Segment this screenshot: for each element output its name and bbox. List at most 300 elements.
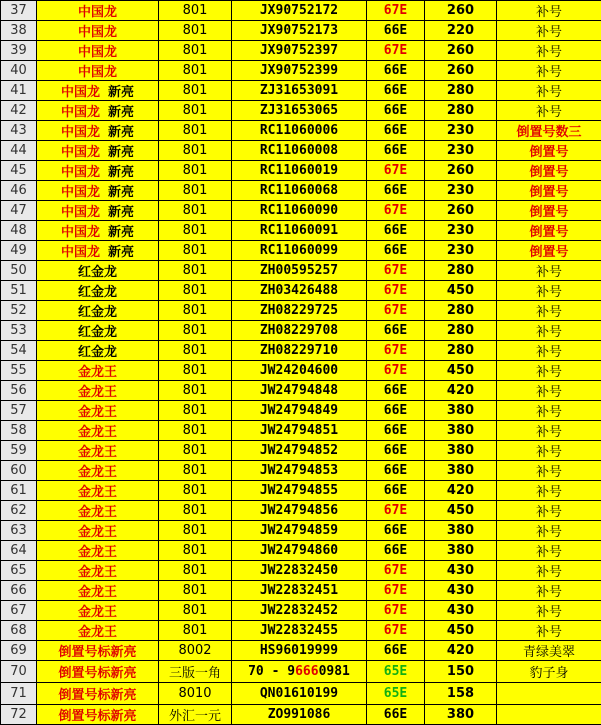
row-number[interactable]: 42: [1, 101, 37, 121]
note-cell[interactable]: [497, 705, 601, 725]
brand-cell[interactable]: [37, 581, 159, 601]
note-cell[interactable]: 补号: [497, 461, 601, 481]
type-cell[interactable]: 65E: [367, 683, 425, 705]
brand-cell[interactable]: [37, 181, 159, 201]
price-cell[interactable]: 280: [425, 341, 497, 361]
type-cell[interactable]: 66E: [367, 461, 425, 481]
serial-part: 70 - 9: [248, 664, 295, 679]
serial-part: 0981: [319, 664, 350, 679]
price-cell[interactable]: 450: [425, 621, 497, 641]
brand-cell[interactable]: [37, 121, 159, 141]
brand-cell[interactable]: [37, 481, 159, 501]
table-row: [1, 341, 601, 361]
table-row: [1, 461, 601, 481]
type-cell[interactable]: 66E: [367, 705, 425, 725]
price-cell[interactable]: 260: [425, 201, 497, 221]
serial-cell[interactable]: RC11060068: [232, 181, 367, 201]
row-number[interactable]: 67: [1, 601, 37, 621]
brand-name: 金龙王: [78, 625, 117, 640]
type-cell[interactable]: 67E: [367, 41, 425, 61]
type-cell[interactable]: 67E: [367, 161, 425, 181]
row-number[interactable]: 54: [1, 341, 37, 361]
type-cell[interactable]: 66E: [367, 381, 425, 401]
type-cell[interactable]: 67E: [367, 1, 425, 21]
serial-cell[interactable]: QN01610199: [232, 683, 367, 705]
serial-cell[interactable]: JX90752399: [232, 61, 367, 81]
code-cell[interactable]: 801: [159, 361, 232, 381]
note-cell[interactable]: 补号: [497, 101, 601, 121]
type-cell[interactable]: 67E: [367, 281, 425, 301]
price-cell[interactable]: 280: [425, 261, 497, 281]
note-cell[interactable]: 补号: [497, 481, 601, 501]
serial-cell[interactable]: JW24794848: [232, 381, 367, 401]
brand-name: 金龙王: [78, 445, 117, 460]
brand-cell[interactable]: [37, 501, 159, 521]
table-row: [1, 581, 601, 601]
type-cell[interactable]: 66E: [367, 441, 425, 461]
type-cell[interactable]: 66E: [367, 81, 425, 101]
row-number[interactable]: 68: [1, 621, 37, 641]
brand-name: 中国龙: [61, 245, 100, 260]
brand-name: 金龙王: [78, 405, 117, 420]
code-cell[interactable]: 801: [159, 421, 232, 441]
serial-cell[interactable]: ZJ31653091: [232, 81, 367, 101]
serial-cell[interactable]: JW24794849: [232, 401, 367, 421]
table-row: [1, 301, 601, 321]
note-cell[interactable]: 补号: [497, 61, 601, 81]
serial-cell[interactable]: JW24794860: [232, 541, 367, 561]
serial-cell[interactable]: JX90752173: [232, 21, 367, 41]
serial-cell[interactable]: JW22832452: [232, 601, 367, 621]
row-number[interactable]: 50: [1, 261, 37, 281]
code-cell[interactable]: 801: [159, 621, 232, 641]
note-cell[interactable]: 补号: [497, 561, 601, 581]
row-number[interactable]: 70: [1, 661, 37, 683]
serial-cell[interactable]: ZJ31653065: [232, 101, 367, 121]
note-cell[interactable]: 补号: [497, 361, 601, 381]
price-cell[interactable]: 420: [425, 481, 497, 501]
price-cell[interactable]: 230: [425, 181, 497, 201]
note-cell[interactable]: 补号: [497, 1, 601, 21]
brand-name: 中国龙: [61, 105, 100, 120]
brand-name: 金龙王: [78, 505, 117, 520]
row-number[interactable]: 56: [1, 381, 37, 401]
code-cell[interactable]: 801: [159, 201, 232, 221]
table-row: [1, 441, 601, 461]
table-row: [1, 521, 601, 541]
brand-name: 金龙王: [78, 425, 117, 440]
type-cell[interactable]: 66E: [367, 241, 425, 261]
price-cell[interactable]: 380: [425, 421, 497, 441]
row-number[interactable]: 66: [1, 581, 37, 601]
type-cell[interactable]: 67E: [367, 201, 425, 221]
code-cell[interactable]: 801: [159, 161, 232, 181]
type-cell[interactable]: 66E: [367, 21, 425, 41]
brand-name: 金龙王: [78, 485, 117, 500]
serial-cell[interactable]: JW24794853: [232, 461, 367, 481]
brand-cell[interactable]: [37, 141, 159, 161]
type-cell[interactable]: 66E: [367, 321, 425, 341]
brand-cell[interactable]: [37, 21, 159, 41]
brand-cell[interactable]: [37, 81, 159, 101]
note-cell[interactable]: 补号: [497, 381, 601, 401]
code-cell[interactable]: 801: [159, 61, 232, 81]
serial-cell[interactable]: RC11060006: [232, 121, 367, 141]
note-cell[interactable]: 倒置号: [497, 201, 601, 221]
code-cell[interactable]: 801: [159, 241, 232, 261]
serial-highlight: 666: [295, 664, 318, 679]
note-cell[interactable]: 豹子身: [497, 661, 601, 683]
serial-cell[interactable]: HS96019999: [232, 641, 367, 661]
note-cell[interactable]: 补号: [497, 601, 601, 621]
code-cell[interactable]: 801: [159, 461, 232, 481]
note-cell[interactable]: 补号: [497, 81, 601, 101]
row-number[interactable]: 39: [1, 41, 37, 61]
code-cell[interactable]: 801: [159, 341, 232, 361]
code-cell[interactable]: 801: [159, 321, 232, 341]
code-cell[interactable]: 801: [159, 601, 232, 621]
row-number[interactable]: 53: [1, 321, 37, 341]
row-number[interactable]: 61: [1, 481, 37, 501]
brand-name: 倒置号标新亮: [58, 688, 136, 703]
serial-cell[interactable]: ZH00595257: [232, 261, 367, 281]
brand-suffix: 新亮: [108, 85, 134, 100]
price-cell[interactable]: 450: [425, 361, 497, 381]
row-number[interactable]: 62: [1, 501, 37, 521]
type-cell[interactable]: 67E: [367, 341, 425, 361]
brand-name: 中国龙: [78, 65, 117, 80]
type-cell[interactable]: 67E: [367, 501, 425, 521]
note-cell[interactable]: 补号: [497, 41, 601, 61]
code-cell[interactable]: 8010: [159, 683, 232, 705]
brand-name: 金龙王: [78, 585, 117, 600]
table-row: [1, 1, 601, 21]
code-cell[interactable]: 外汇一元: [159, 705, 232, 725]
brand-cell[interactable]: [37, 641, 159, 661]
brand-name: 红金龙: [78, 345, 117, 360]
serial-cell[interactable]: JW24794855: [232, 481, 367, 501]
brand-cell[interactable]: [37, 321, 159, 341]
price-cell[interactable]: 230: [425, 241, 497, 261]
brand-cell[interactable]: [37, 261, 159, 281]
price-cell[interactable]: 380: [425, 401, 497, 421]
code-cell[interactable]: 801: [159, 501, 232, 521]
type-cell[interactable]: 66E: [367, 421, 425, 441]
row-number[interactable]: 51: [1, 281, 37, 301]
serial-cell[interactable]: RC11060099: [232, 241, 367, 261]
brand-cell[interactable]: [37, 661, 159, 683]
brand-cell[interactable]: [37, 221, 159, 241]
note-cell[interactable]: 补号: [497, 261, 601, 281]
type-cell[interactable]: 66E: [367, 481, 425, 501]
code-cell[interactable]: 801: [159, 541, 232, 561]
code-cell[interactable]: 8002: [159, 641, 232, 661]
table-row: [1, 81, 601, 101]
brand-cell[interactable]: [37, 705, 159, 725]
brand-suffix: 新亮: [108, 125, 134, 140]
type-cell[interactable]: 67E: [367, 361, 425, 381]
price-cell[interactable]: 230: [425, 121, 497, 141]
row-number[interactable]: 58: [1, 421, 37, 441]
brand-cell[interactable]: [37, 361, 159, 381]
code-cell[interactable]: 801: [159, 101, 232, 121]
table-row: [1, 161, 601, 181]
price-cell[interactable]: 420: [425, 641, 497, 661]
note-cell[interactable]: 倒置号: [497, 221, 601, 241]
row-number[interactable]: 52: [1, 301, 37, 321]
brand-name: 金龙王: [78, 465, 117, 480]
code-cell[interactable]: 三版一角: [159, 661, 232, 683]
table-row: [1, 221, 601, 241]
brand-name: 金龙王: [78, 365, 117, 380]
brand-name: 中国龙: [61, 185, 100, 200]
serial-cell[interactable]: JW24794851: [232, 421, 367, 441]
serial-cell[interactable]: ZH08229725: [232, 301, 367, 321]
brand-name: 中国龙: [61, 85, 100, 100]
note-cell[interactable]: 倒置号: [497, 141, 601, 161]
brand-name: 金龙王: [78, 565, 117, 580]
brand-cell[interactable]: [37, 301, 159, 321]
code-cell[interactable]: 801: [159, 121, 232, 141]
code-cell[interactable]: 801: [159, 521, 232, 541]
row-number[interactable]: 65: [1, 561, 37, 581]
note-cell[interactable]: 青绿美翠: [497, 641, 601, 661]
note-cell[interactable]: 补号: [497, 281, 601, 301]
row-number[interactable]: 46: [1, 181, 37, 201]
brand-cell[interactable]: [37, 101, 159, 121]
code-cell[interactable]: 801: [159, 381, 232, 401]
table-row: [1, 21, 601, 41]
type-cell[interactable]: 67E: [367, 621, 425, 641]
brand-suffix: 新亮: [108, 165, 134, 180]
brand-cell[interactable]: [37, 161, 159, 181]
table-row: [1, 705, 601, 725]
type-cell[interactable]: 66E: [367, 101, 425, 121]
price-cell[interactable]: 380: [425, 541, 497, 561]
price-cell[interactable]: 260: [425, 41, 497, 61]
price-cell[interactable]: 380: [425, 521, 497, 541]
brand-cell[interactable]: [37, 461, 159, 481]
code-cell[interactable]: 801: [159, 41, 232, 61]
row-number[interactable]: 57: [1, 401, 37, 421]
note-cell[interactable]: 补号: [497, 541, 601, 561]
serial-cell[interactable]: JW22832450: [232, 561, 367, 581]
code-cell[interactable]: 801: [159, 181, 232, 201]
serial-cell[interactable]: ZO991086: [232, 705, 367, 725]
note-cell[interactable]: 倒置号: [497, 241, 601, 261]
price-cell[interactable]: 430: [425, 601, 497, 621]
code-cell[interactable]: 801: [159, 581, 232, 601]
note-cell[interactable]: 补号: [497, 341, 601, 361]
serial-cell[interactable]: JW24794859: [232, 521, 367, 541]
code-cell[interactable]: 801: [159, 21, 232, 41]
code-cell[interactable]: 801: [159, 261, 232, 281]
serial-cell[interactable]: JW22832455: [232, 621, 367, 641]
type-cell[interactable]: 67E: [367, 301, 425, 321]
price-cell[interactable]: 430: [425, 561, 497, 581]
price-cell[interactable]: 230: [425, 141, 497, 161]
code-cell[interactable]: 801: [159, 281, 232, 301]
serial-cell[interactable]: [232, 661, 367, 683]
row-number[interactable]: 37: [1, 1, 37, 21]
code-cell[interactable]: 801: [159, 1, 232, 21]
price-cell[interactable]: 380: [425, 441, 497, 461]
type-cell[interactable]: 67E: [367, 601, 425, 621]
brand-name: 中国龙: [61, 125, 100, 140]
price-cell[interactable]: 280: [425, 81, 497, 101]
brand-cell[interactable]: [37, 401, 159, 421]
type-cell[interactable]: 66E: [367, 121, 425, 141]
code-cell[interactable]: 801: [159, 561, 232, 581]
brand-cell[interactable]: [37, 61, 159, 81]
brand-suffix: 新亮: [108, 225, 134, 240]
code-cell[interactable]: 801: [159, 301, 232, 321]
price-cell[interactable]: 220: [425, 21, 497, 41]
serial-cell[interactable]: JW22832451: [232, 581, 367, 601]
serial-cell[interactable]: RC11060019: [232, 161, 367, 181]
note-cell[interactable]: 补号: [497, 441, 601, 461]
brand-name: 中国龙: [61, 225, 100, 240]
price-cell[interactable]: 260: [425, 161, 497, 181]
brand-cell[interactable]: [37, 421, 159, 441]
price-cell[interactable]: 430: [425, 581, 497, 601]
table-row: [1, 561, 601, 581]
brand-cell[interactable]: [37, 441, 159, 461]
price-cell[interactable]: 158: [425, 683, 497, 705]
table-row: [1, 101, 601, 121]
row-number[interactable]: 41: [1, 81, 37, 101]
brand-cell[interactable]: [37, 1, 159, 21]
serial-cell[interactable]: RC11060008: [232, 141, 367, 161]
price-cell[interactable]: 280: [425, 301, 497, 321]
note-cell[interactable]: 补号: [497, 521, 601, 541]
brand-cell[interactable]: [37, 241, 159, 261]
type-cell[interactable]: 65E: [367, 661, 425, 683]
price-cell[interactable]: 280: [425, 321, 497, 341]
type-cell[interactable]: 66E: [367, 141, 425, 161]
price-cell[interactable]: 280: [425, 101, 497, 121]
type-cell[interactable]: 66E: [367, 521, 425, 541]
serial-cell[interactable]: ZH08229710: [232, 341, 367, 361]
price-cell[interactable]: 230: [425, 221, 497, 241]
note-cell[interactable]: 补号: [497, 401, 601, 421]
type-cell[interactable]: 66E: [367, 181, 425, 201]
serial-cell[interactable]: JX90752172: [232, 1, 367, 21]
price-cell[interactable]: 260: [425, 61, 497, 81]
serial-cell[interactable]: ZH08229708: [232, 321, 367, 341]
type-cell[interactable]: 66E: [367, 61, 425, 81]
brand-name: 倒置号标新亮: [58, 645, 136, 660]
price-cell[interactable]: 420: [425, 381, 497, 401]
brand-name: 金龙王: [78, 545, 117, 560]
serial-cell[interactable]: RC11060090: [232, 201, 367, 221]
price-cell[interactable]: 450: [425, 501, 497, 521]
brand-cell[interactable]: [37, 601, 159, 621]
brand-cell[interactable]: [37, 281, 159, 301]
row-number[interactable]: 40: [1, 61, 37, 81]
price-cell[interactable]: 150: [425, 661, 497, 683]
brand-cell[interactable]: [37, 541, 159, 561]
code-cell[interactable]: 801: [159, 221, 232, 241]
brand-cell[interactable]: [37, 621, 159, 641]
code-cell[interactable]: 801: [159, 81, 232, 101]
note-cell[interactable]: 倒置号数三: [497, 121, 601, 141]
brand-cell[interactable]: [37, 561, 159, 581]
note-cell[interactable]: 补号: [497, 421, 601, 441]
note-cell[interactable]: 补号: [497, 301, 601, 321]
brand-suffix: 新亮: [108, 185, 134, 200]
code-cell[interactable]: 801: [159, 401, 232, 421]
brand-cell[interactable]: [37, 201, 159, 221]
code-cell[interactable]: 801: [159, 141, 232, 161]
table-row: [1, 601, 601, 621]
table-row: [1, 281, 601, 301]
brand-suffix: 新亮: [108, 205, 134, 220]
brand-cell[interactable]: [37, 41, 159, 61]
brand-cell[interactable]: [37, 341, 159, 361]
brand-cell[interactable]: [37, 521, 159, 541]
row-number[interactable]: 72: [1, 705, 37, 725]
serial-cell[interactable]: JW24794852: [232, 441, 367, 461]
row-number[interactable]: 44: [1, 141, 37, 161]
note-cell[interactable]: 补号: [497, 581, 601, 601]
row-number[interactable]: 45: [1, 161, 37, 181]
type-cell[interactable]: 66E: [367, 221, 425, 241]
row-number[interactable]: 64: [1, 541, 37, 561]
serial-cell[interactable]: ZH03426488: [232, 281, 367, 301]
note-cell[interactable]: 补号: [497, 21, 601, 41]
row-number[interactable]: 43: [1, 121, 37, 141]
row-number[interactable]: 47: [1, 201, 37, 221]
note-cell[interactable]: 倒置号: [497, 181, 601, 201]
type-cell[interactable]: 67E: [367, 581, 425, 601]
row-number[interactable]: 63: [1, 521, 37, 541]
brand-name: 中国龙: [61, 205, 100, 220]
serial-cell[interactable]: JX90752397: [232, 41, 367, 61]
row-number[interactable]: 69: [1, 641, 37, 661]
row-number[interactable]: 38: [1, 21, 37, 41]
note-cell[interactable]: 补号: [497, 621, 601, 641]
price-cell[interactable]: 260: [425, 1, 497, 21]
type-cell[interactable]: 66E: [367, 401, 425, 421]
price-cell[interactable]: 380: [425, 461, 497, 481]
code-cell[interactable]: 801: [159, 441, 232, 461]
price-cell[interactable]: 380: [425, 705, 497, 725]
serial-cell[interactable]: JW24204600: [232, 361, 367, 381]
price-cell[interactable]: 450: [425, 281, 497, 301]
row-number[interactable]: 49: [1, 241, 37, 261]
code-cell[interactable]: 801: [159, 481, 232, 501]
brand-name: 中国龙: [78, 5, 117, 20]
row-number[interactable]: 59: [1, 441, 37, 461]
type-cell[interactable]: 67E: [367, 261, 425, 281]
brand-name: 红金龙: [78, 305, 117, 320]
type-cell[interactable]: 67E: [367, 561, 425, 581]
type-cell[interactable]: 66E: [367, 541, 425, 561]
row-number[interactable]: 55: [1, 361, 37, 381]
brand-name: 红金龙: [78, 285, 117, 300]
type-cell[interactable]: 66E: [367, 641, 425, 661]
brand-cell[interactable]: [37, 381, 159, 401]
serial-cell[interactable]: JW24794856: [232, 501, 367, 521]
note-cell[interactable]: 倒置号: [497, 161, 601, 181]
note-cell[interactable]: 补号: [497, 501, 601, 521]
serial-cell[interactable]: RC11060091: [232, 221, 367, 241]
note-cell[interactable]: 补号: [497, 321, 601, 341]
row-number[interactable]: 71: [1, 683, 37, 705]
row-number[interactable]: 48: [1, 221, 37, 241]
row-number[interactable]: 60: [1, 461, 37, 481]
